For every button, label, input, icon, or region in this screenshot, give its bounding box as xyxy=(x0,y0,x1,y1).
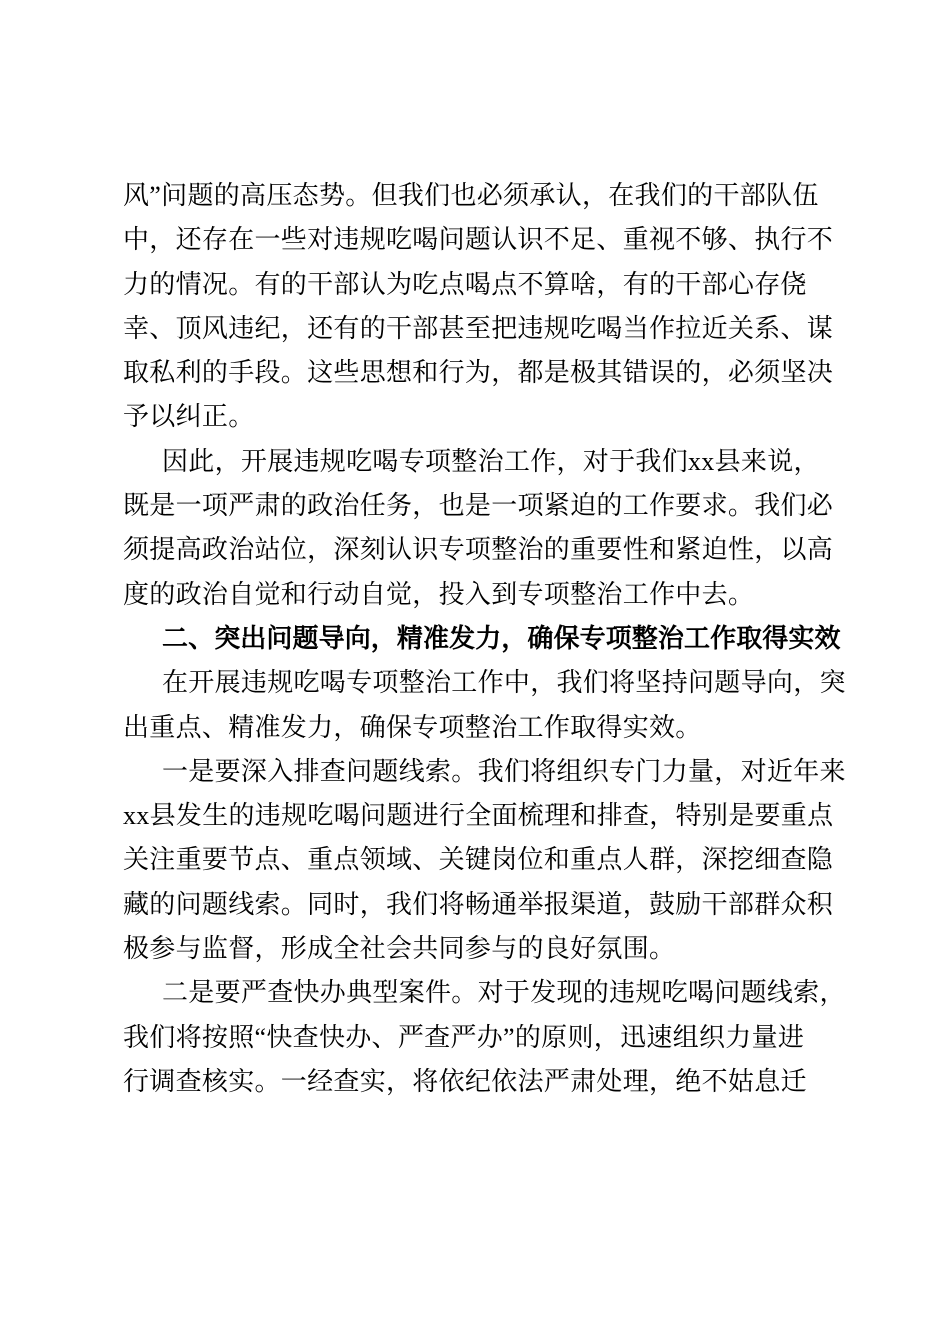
text-line: 出重点、精准发力，确保专项整治工作取得实效。 xyxy=(123,712,702,742)
text-line: 关注重要节点、重点领域、关键岗位和重点人群，深挖细查隐 xyxy=(123,845,834,875)
text-line: 取私利的手段。这些思想和行为，都是极其错误的，必须坚决 xyxy=(123,358,834,388)
text-line: 既是一项严肃的政治任务，也是一项紧迫的工作要求。我们必 xyxy=(123,491,834,521)
text-line: 极参与监督，形成全社会共同参与的良好氛围。 xyxy=(123,934,676,964)
text-line: 一是要深入排查问题线索。我们将组织专门力量，对近年来 xyxy=(162,756,846,786)
text-line: 风”问题的高压态势。但我们也必须承认，在我们的干部队伍 xyxy=(123,181,819,210)
text-line: 因此，开展违规吃喝专项整治工作，对于我们xx县来说， xyxy=(162,446,820,476)
text-line: 力的情况。有的干部认为吃点喝点不算啥，有的干部心存侥 xyxy=(123,269,807,299)
text-line: 在开展违规吃喝专项整治工作中，我们将坚持问题导向，突 xyxy=(162,668,846,698)
text-line: 须提高政治站位，深刻认识专项整治的重要性和紧迫性，以高 xyxy=(123,535,834,565)
text-line: 幸、顶风违纪，还有的干部甚至把违规吃喝当作拉近关系、谋 xyxy=(123,313,834,343)
text-line: 予以纠正。 xyxy=(123,402,255,432)
text-line: 行调查核实。一经查实，将依纪依法严肃处理，绝不姑息迁 xyxy=(123,1066,807,1096)
text-line: 我们将按照“快查快办、严查严办”的原则，迅速组织力量进 xyxy=(123,1022,805,1052)
text-line: 二是要严查快办典型案件。对于发现的违规吃喝问题线索， xyxy=(162,978,846,1008)
section-heading: 二、突出问题导向，精准发力，确保专项整治工作取得实效 xyxy=(162,623,841,654)
text-line: 度的政治自觉和行动自觉，投入到专项整治工作中去。 xyxy=(123,579,755,609)
text-line: 藏的问题线索。同时，我们将畅通举报渠道，鼓励干部群众积 xyxy=(123,889,834,919)
text-line: xx县发生的违规吃喝问题进行全面梳理和排查，特别是要重点 xyxy=(123,801,834,831)
text-line: 中，还存在一些对违规吃喝问题认识不足、重视不够、执行不 xyxy=(123,225,834,255)
